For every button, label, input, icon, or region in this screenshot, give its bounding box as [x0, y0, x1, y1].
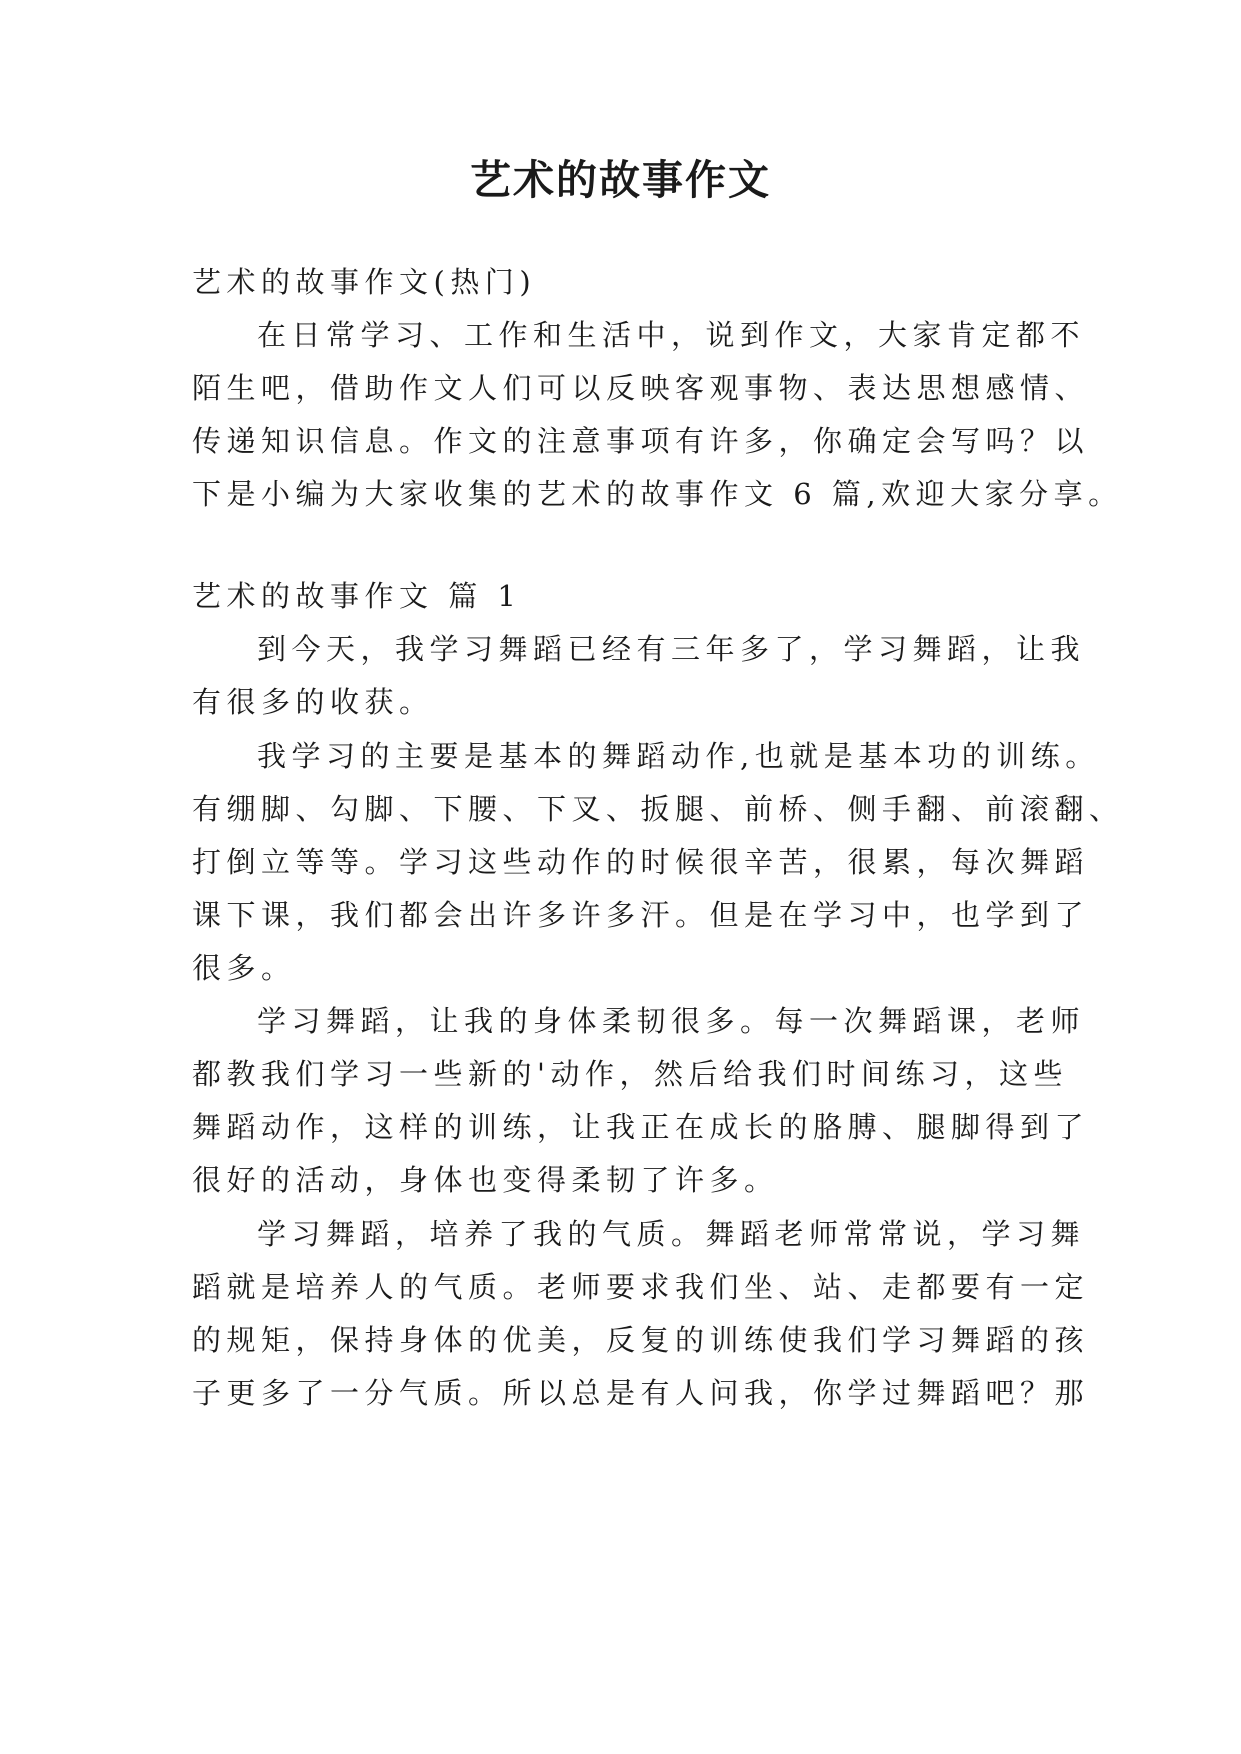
paragraph-line: 学习舞蹈，让我的身体柔韧很多。每一次舞蹈课，老师: [257, 1004, 1086, 1038]
paragraph-line: 有很多的收获。: [192, 685, 434, 719]
intro-line-2: 陌生吧，借助作文人们可以反映客观事物、表达思想感情、: [192, 371, 1090, 405]
intro-line-1: 在日常学习、工作和生活中，说到作文，大家肯定都不: [257, 318, 1086, 352]
section-heading: 艺术的故事作文 篇 1: [192, 579, 522, 613]
paragraph-line: 很多。: [192, 951, 296, 985]
document-title: 艺术的故事作文: [470, 156, 771, 204]
paragraph-line: 有绷脚、勾脚、下腰、下叉、扳腿、前桥、侧手翻、前滚翻、: [192, 792, 1124, 826]
paragraph-line: 的规矩，保持身体的优美，反复的训练使我们学习舞蹈的孩: [192, 1323, 1090, 1357]
paragraph-line: 我学习的主要是基本的舞蹈动作,也就是基本功的训练。: [257, 739, 1100, 773]
paragraph-line: 学习舞蹈，培养了我的气质。舞蹈老师常常说，学习舞: [257, 1217, 1086, 1251]
paragraph-line: 很好的活动，身体也变得柔韧了许多。: [192, 1163, 779, 1197]
paragraph-line: 蹈就是培养人的气质。老师要求我们坐、站、走都要有一定: [192, 1270, 1090, 1304]
paragraph-line: 舞蹈动作，这样的训练，让我正在成长的胳膊、腿脚得到了: [192, 1110, 1090, 1144]
paragraph-line: 打倒立等等。学习这些动作的时候很辛苦，很累，每次舞蹈: [192, 845, 1090, 879]
paragraph-line: 到今天，我学习舞蹈已经有三年多了，学习舞蹈，让我: [257, 632, 1086, 666]
paragraph-line: 课下课，我们都会出许多许多汗。但是在学习中，也学到了: [192, 898, 1090, 932]
paragraph-line: 都教我们学习一些新的'动作，然后给我们时间练习，这些: [192, 1057, 1068, 1091]
subtitle-line: 艺术的故事作文(热门): [192, 265, 537, 299]
paragraph-line: 子更多了一分气质。所以总是有人问我，你学过舞蹈吧？那: [192, 1376, 1090, 1410]
intro-line-4: 下是小编为大家收集的艺术的故事作文 6 篇,欢迎大家分享。: [192, 477, 1123, 511]
intro-line-3: 传递知识信息。作文的注意事项有许多，你确定会写吗？以: [192, 424, 1090, 458]
